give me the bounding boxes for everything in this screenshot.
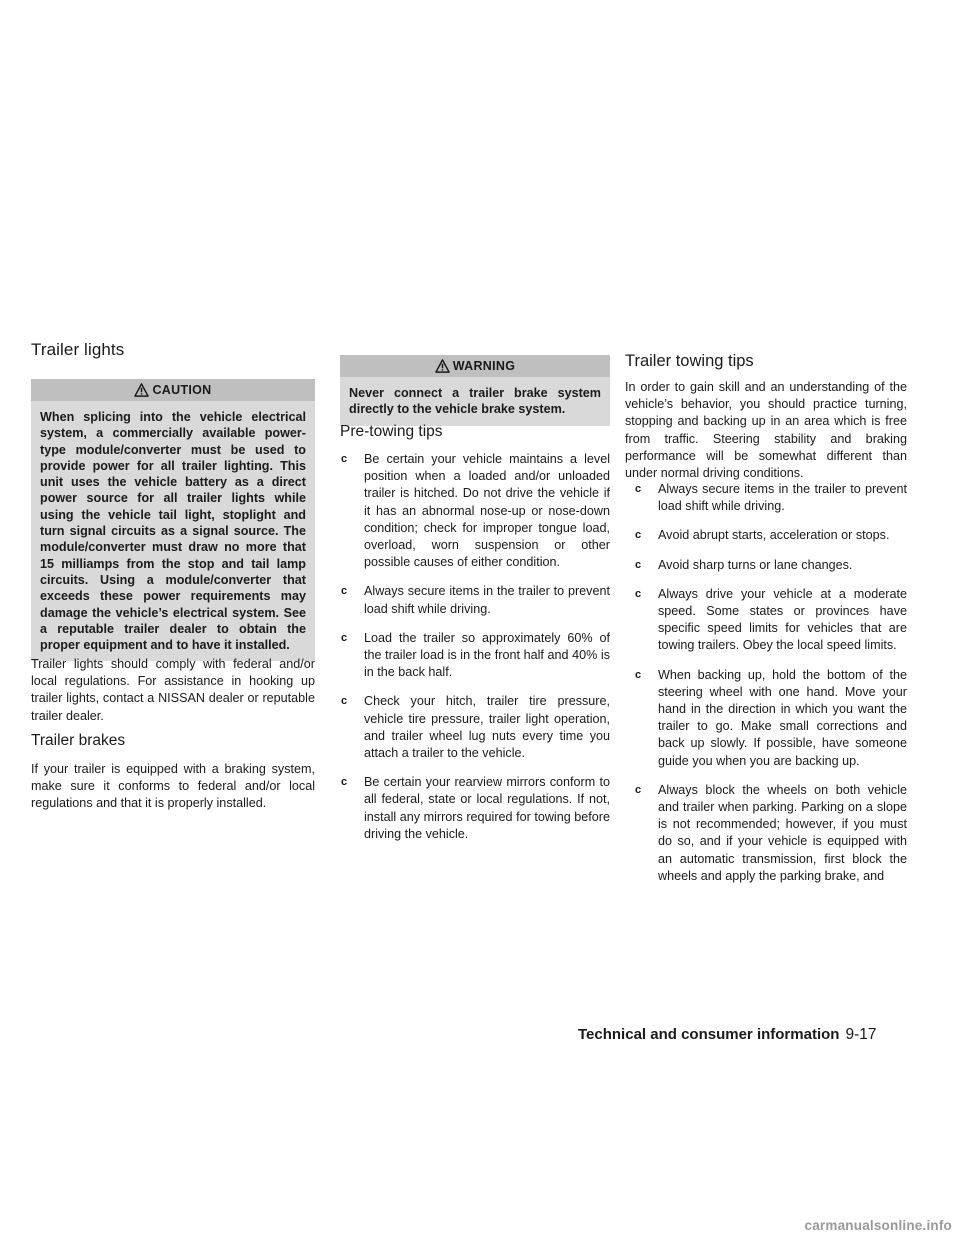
warning-title: WARNING [452, 359, 516, 373]
bullet-icon: c [635, 558, 642, 571]
caution-box [31, 379, 315, 661]
warning-icon [435, 359, 450, 373]
page-footer [578, 1026, 876, 1044]
warning-header [340, 355, 610, 377]
bullet-icon: c [341, 585, 348, 598]
bullet-icon: c [341, 453, 348, 465]
bullet-icon: c [635, 483, 642, 495]
list-item: c Check your hitch, trailer tire pressure, vehicle tire pressure, trailer light operation, and trailer wheel lug nuts every time you attach a trailer to the vehicle. [341, 694, 610, 761]
warning-box [340, 355, 610, 426]
list-item: c Be certain your vehicle maintains a level position when a loaded and/or unloaded trailer is hitched. Do not drive the vehicle if it has an abnormal nose-up or nose-down condition; check for improper tongue load, overload, worn suspension or other possible causes of either condition. [341, 452, 610, 570]
bullet-icon: c [635, 668, 642, 681]
heading-trailer-towing-tips: Trailer towing tips [625, 352, 754, 370]
list-item: c Avoid sharp turns or lane changes. [634, 557, 907, 574]
list-item: c Always secure items in the trailer to prevent load shift while driving. [635, 482, 907, 514]
bullet-icon: c [341, 695, 348, 708]
watermark[interactable]: carmanualsonline.info [804, 1218, 952, 1233]
list-item: c Always drive your vehicle at a moderate speed. Some states or provinces have specific speed limits for vehicles that are towing trailers. Obey the local speed limits. [635, 586, 907, 653]
bullet-icon: c [635, 587, 642, 600]
trailer-brakes-paragraph: If your trailer is equipped with a braking system, make sure it conforms to federal and/or local regulations and that it is properly installed. [31, 762, 315, 811]
heading-pre-towing-tips: Pre-towing tips [340, 423, 443, 440]
towing-intro-paragraph: In order to gain skill and an understanding of the vehicle’s behavior, you should practice turning, stopping and backing up in an area which is free from traffic. Steering stability and braking performance will be somewhat different than under normal driving conditions. [625, 380, 907, 481]
warning-text: Never connect a trailer brake system directly to the vehicle brake system. [349, 386, 601, 417]
heading-trailer-brakes: Trailer brakes [31, 732, 126, 749]
list-item: c When backing up, hold the bottom of the steering wheel with one hand. Move your hand in the direction in which you want the trailer to go. Make small corrections and back up slowly. If possible, have someone guide you when you are backing up. [635, 667, 907, 768]
caution-icon [134, 383, 149, 397]
bullet-icon: c [635, 783, 642, 796]
heading-trailer-lights: Trailer lights [31, 340, 125, 359]
bullet-icon: c [635, 529, 642, 542]
caution-text: When splicing into the vehicle electrical system, a commercially available power-type module/converter must be used to provide power for all trailer lighting. This unit uses the vehicle battery as a direct power source for all trailer lights while using the vehicle tail light, stoplight and turn signal circuits as a signal source. The module/converter must draw no more that 15 milliamps from the stop and tail lamp circuits. Using a module/converter that exceeds these power requirements may damage the vehicle’s electrical system. See a reputable trailer dealer to obtain the proper equipment and to have it installed. [40, 410, 306, 653]
bullet-icon: c [341, 631, 348, 644]
list-item: c Always secure items in the trailer to prevent load shift while driving. [341, 584, 610, 616]
caution-title: CAUTION [152, 383, 212, 397]
pre-towing-list [340, 451, 610, 855]
bullet-icon: c [341, 776, 348, 789]
trailer-lights-paragraph: Trailer lights should comply with federal and/or local regulations. For assistance in hooking up trailer lights, contact a NISSAN dealer or reputable trailer dealer. [31, 657, 315, 723]
caution-header [31, 379, 315, 401]
footer-section-title: Technical and consumer information [578, 1026, 840, 1043]
list-item: c Always block the wheels on both vehicle and trailer when parking. Parking on a slope is not recommended; however, if you must do so, and if your vehicle is equipped with an automatic transmission, first block the wheels and apply the parking brake, and [635, 782, 907, 883]
towing-tips-list [634, 481, 907, 885]
page-number: 9-17 [845, 1026, 877, 1043]
list-item: c Load the trailer so approximately 60% of the trailer load is in the front half and 40% is in the back half. [341, 630, 610, 680]
list-item: c Be certain your rearview mirrors conform to all federal, state or local regulations. If not, install any mirrors required for towing before driving the vehicle. [341, 775, 610, 841]
list-item: c Avoid abrupt starts, acceleration or stops. [634, 527, 907, 544]
